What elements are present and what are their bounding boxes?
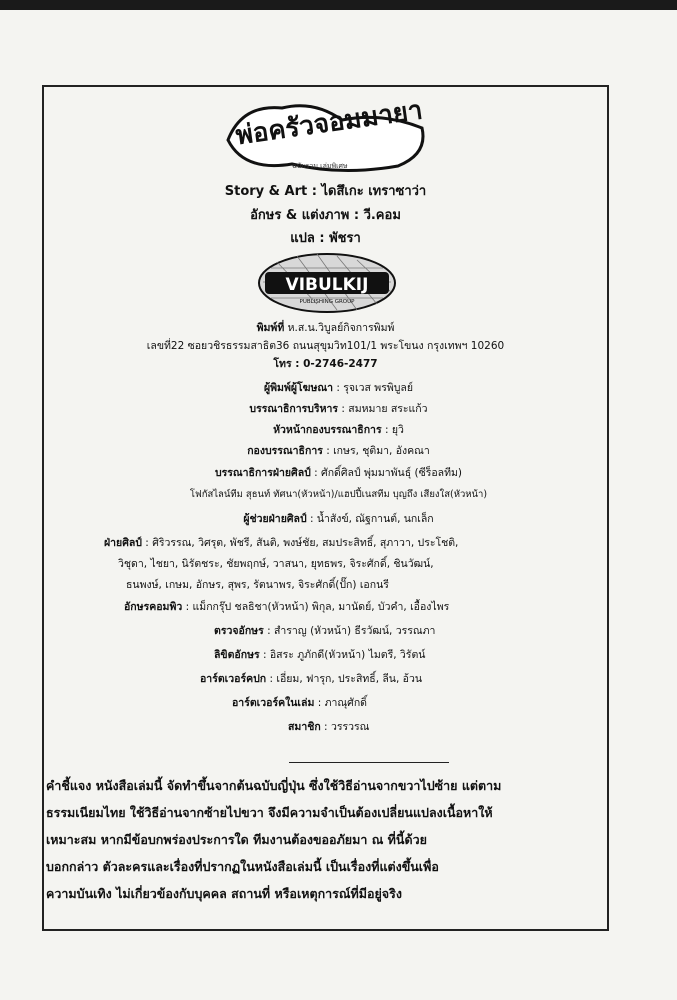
- staff-row: บรรณาธิการบริหาร : สมหมาย สระแก้ว: [249, 403, 428, 415]
- staff-label: อาร์ตเวอร์คในเล่ม: [232, 697, 315, 709]
- staff-row: ลิขิตอักษร : อิสระ ภูภักดี(หัวหน้า) ไมตรี, วิรัตน์: [214, 649, 426, 661]
- staff-value: แม็กกรุ๊ป ชลธิชา(หัวหน้า) พิกุล, มานัดย์, บัวคำ, เอื้องไพร: [192, 601, 450, 613]
- publisher-logo: [257, 252, 397, 314]
- printer-address: เลขที่22 ซอยวชิรธรรมสาธิต36 ถนนสุขุมวิท101/1 พระโขนง กรุงเทพฯ 10260: [146, 340, 505, 352]
- staff-label: กองบรรณาธิการ: [247, 445, 323, 457]
- staff-label: ลิขิตอักษร: [214, 649, 260, 661]
- staff-value: ศักดิ์ศิลป์ พุ่มมาพันธุ์ (ซีร็อลทีม): [321, 467, 463, 479]
- staff-value: ยุวิ: [391, 424, 404, 436]
- staff-value: เกษร, ชุติมา, อังคณา: [333, 445, 430, 457]
- staff-value: วรรวรณ: [330, 721, 370, 733]
- scan-top-band: [0, 0, 677, 10]
- credit-lettering: อักษร & แต่งภาพ : วี.คอม: [250, 208, 401, 223]
- staff-row: [126, 578, 389, 592]
- staff-value: ศิริวรรณ, วิศรุต, พัชรี, สันติ, พงษ์ชัย, สมประสิทธิ์, สุภาวา, ประโชติ,: [152, 537, 459, 549]
- divider: [289, 762, 449, 763]
- credit-translator: แปล : พัชรา: [290, 231, 361, 246]
- printer-label: พิมพ์ที่: [256, 322, 285, 334]
- notice-line: คำชี้แจง หนังสือเล่มนี้ จัดทำขึ้นจากต้นฉบับญี่ปุ่น ซึ่งใช้วิธีอ่านจากขวาไปซ้าย แต่ตาม: [46, 778, 502, 793]
- staff-row: ผู้ช่วยฝ่ายศิลป์ : น้ำสังข์, ณัฐกานต์, นกเล็ก: [243, 513, 434, 525]
- staff-row: [0, 488, 677, 502]
- staff-label: ตรวจอักษร: [214, 625, 264, 637]
- staff-value: เอี่ยม, ฟารุก, ประสิทธิ์, ลีน, อ้วน: [276, 673, 423, 685]
- staff-row: อาร์ตเวอร์คปก : เอี่ยม, ฟารุก, ประสิทธิ์, ลีน, อ้วน: [200, 673, 423, 685]
- staff-value: วิชุดา, ไชยา, นิรัตชระ, ชัยพฤกษ์, วาสนา, ยุทธพร, จิระศักดิ์, ชินวัฒน์,: [118, 558, 434, 570]
- staff-value: รุจเวส พรพิบูลย์: [343, 382, 414, 394]
- staff-row: อักษรคอมพิว : แม็กกรุ๊ป ชลธิชา(หัวหน้า) พิกุล, มานัดย์, บัวคำ, เอื้องไพร: [124, 601, 450, 613]
- staff-row: ตรวจอักษร : สำราญ (หัวหน้า) ธีรวัฒน์, วรรณภา: [214, 625, 436, 637]
- printer-line: [50, 321, 601, 335]
- staff-row: อาร์ตเวอร์คในเล่ม : ภาณุศักดิ์: [232, 697, 367, 709]
- staff-label: ผู้ช่วยฝ่ายศิลป์: [243, 513, 307, 525]
- staff-row: กองบรรณาธิการ : เกษร, ชุติมา, อังคณา: [247, 445, 430, 457]
- staff-value: สมหมาย สระแก้ว: [348, 403, 428, 415]
- publisher-logo-subtext: PUBLISHING GROUP: [299, 299, 355, 305]
- staff-label: อักษรคอมพิว: [124, 601, 183, 613]
- publisher-logo-text: VIBULKIJ: [285, 275, 369, 295]
- notice-line: ความบันเทิง ไม่เกี่ยวข้องกับบุคคล สถานที่ หรือเหตุการณ์ที่มีอยู่จริง: [46, 886, 402, 901]
- staff-label: บรรณาธิการบริหาร: [249, 403, 339, 415]
- staff-row: หัวหน้ากองบรรณาธิการ : ยุวิ: [273, 424, 404, 436]
- staff-value: สำราญ (หัวหน้า) ธีรวัฒน์, วรรณภา: [273, 625, 436, 637]
- staff-value: โฟกัสไลน์ทีม สุธนท์ ทัศนา(หัวหน้า)/แฮปปี้เนสทีม บุญถึง เสียงใส(หัวหน้า): [189, 489, 488, 500]
- staff-label: บรรณาธิการฝ่ายศิลป์: [214, 467, 311, 479]
- notice-line: บอกกล่าว ตัวละครและเรื่องที่ปรากฏในหนังสือเล่มนี้ เป็นเรื่องที่แต่งขึ้นเพื่อ: [46, 859, 439, 874]
- printer-value: ห.ส.น.วิบูลย์กิจการพิมพ์: [287, 322, 395, 334]
- notice-line: เหมาะสม หากมีข้อบกพร่องประการใด ทีมงานต้องขออภัยมา ณ ที่นี้ด้วย: [46, 832, 427, 847]
- title-logo: [222, 94, 432, 174]
- staff-value: น้ำสังข์, ณัฐกานต์, นกเล็ก: [316, 513, 434, 525]
- printer-phone: โทร : 0-2746-2477: [273, 358, 378, 370]
- staff-label: สมาชิก: [288, 721, 321, 733]
- staff-row: [118, 557, 434, 571]
- staff-row: ผู้พิมพ์ผู้โฆษณา : รุจเวส พรพิบูลย์: [263, 382, 414, 394]
- title-logo-subtext: ฉบับรวม เล่มพิเศษ: [292, 162, 348, 170]
- staff-label: อาร์ตเวอร์คปก: [200, 673, 267, 685]
- staff-row: สมาชิก : วรรวรณ: [288, 721, 370, 733]
- staff-value: ธนพงษ์, เกษม, อักษร, สุพร, รัตนาพร, จิระศักดิ์(ปั๊ก) เอกนรี: [126, 579, 389, 591]
- staff-label: ผู้พิมพ์ผู้โฆษณา: [263, 382, 334, 394]
- staff-label: ฝ่ายศิลป์: [104, 537, 142, 549]
- notice-line: ธรรมเนียมไทย ใช้วิธีอ่านจากซ้ายไปขวา จึงมีความจำเป็นต้องเปลี่ยนแปลงเนื้อหาให้: [46, 805, 493, 820]
- staff-value: อิสระ ภูภักดี(หัวหน้า) ไมตรี, วิรัตน์: [269, 649, 426, 661]
- staff-row: ฝ่ายศิลป์ : ศิริวรรณ, วิศรุต, พัชรี, สันติ, พงษ์ชัย, สมประสิทธิ์, สุภาวา, ประโชติ,: [104, 537, 459, 549]
- staff-row: บรรณาธิการฝ่ายศิลป์ : ศักดิ์ศิลป์ พุ่มมาพันธุ์ (ซีร็อลทีม): [214, 467, 463, 479]
- staff-value: ภาณุศักดิ์: [324, 697, 367, 709]
- title-logo-text: พ่อครัวจอมมายา: [233, 95, 425, 152]
- staff-label: หัวหน้ากองบรรณาธิการ: [273, 424, 382, 436]
- notice-block: [46, 772, 610, 907]
- credit-story-art: Story & Art : ไดสึเกะ เทราซาว่า: [224, 184, 427, 199]
